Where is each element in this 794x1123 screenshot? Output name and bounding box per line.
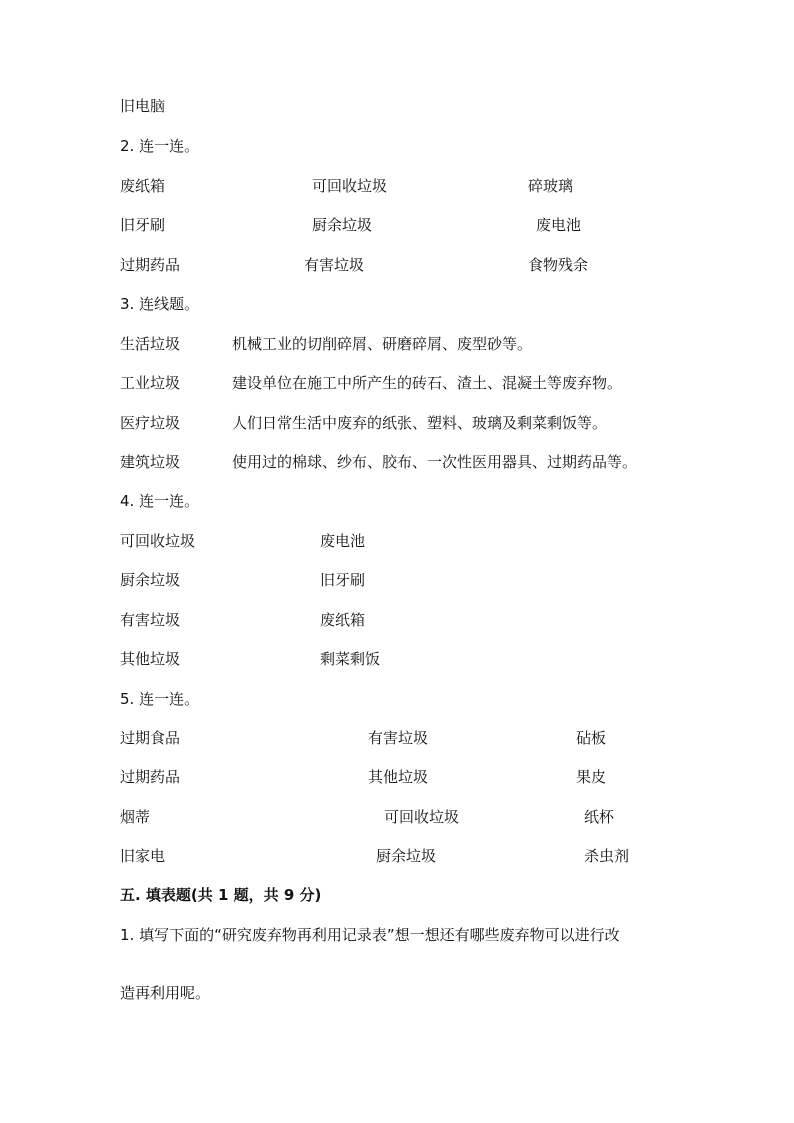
q4-item: 可回收垃圾: [120, 532, 196, 550]
q3-definition: 建设单位在施工中所产生的砖石、渣土、混凝土等废弃物。: [232, 374, 623, 392]
q3-term: 工业垃圾: [120, 374, 181, 392]
q4-item: 废电池: [320, 532, 366, 550]
carry-over-item: 旧电脑: [120, 97, 166, 115]
q5-item: 有害垃圾: [368, 729, 429, 747]
q2-item: 厨余垃圾: [312, 216, 373, 234]
q4-item: 有害垃圾: [120, 611, 181, 629]
q3-heading: 3. 连线题。: [120, 295, 200, 313]
q3-definition: 人们日常生活中废弃的纸张、塑料、玻璃及剩菜剩饭等。: [232, 414, 608, 432]
q2-item: 过期药品: [120, 256, 181, 274]
q5-item: 烟蒂: [120, 808, 151, 826]
q2-item: 食物残余: [528, 256, 589, 274]
q4-item: 厨余垃圾: [120, 571, 181, 589]
q5-item: 旧家电: [120, 847, 166, 865]
section-title: 五. 填表题(共 1 题，共 9 分): [120, 886, 322, 904]
q2-item: 废电池: [536, 216, 582, 234]
q5-item: 杀虫剂: [584, 847, 630, 865]
q5-item: 纸杯: [584, 808, 615, 826]
q2-item: 有害垃圾: [304, 256, 365, 274]
q2-item: 碎玻璃: [528, 177, 574, 195]
q5-item: 厨余垃圾: [376, 847, 437, 865]
q4-item: 旧牙刷: [320, 571, 366, 589]
q3-definition: 机械工业的切削碎屑、研磨碎屑、废型砂等。: [232, 335, 533, 353]
q5-item: 过期药品: [120, 768, 181, 786]
q3-definition: 使用过的棉球、纱布、胶布、一次性医用器具、过期药品等。: [232, 453, 638, 471]
question-text-continued: 造再利用呢。: [120, 984, 211, 1002]
q5-item: 可回收垃圾: [384, 808, 460, 826]
q3-term: 生活垃圾: [120, 335, 181, 353]
q5-item: 砧板: [576, 729, 607, 747]
q4-item: 其他垃圾: [120, 650, 181, 668]
q5-heading: 5. 连一连。: [120, 690, 200, 708]
q2-item: 旧牙刷: [120, 216, 166, 234]
q5-item: 过期食品: [120, 729, 181, 747]
q5-item: 果皮: [576, 768, 607, 786]
q4-item: 废纸箱: [320, 611, 366, 629]
q2-item: 废纸箱: [120, 177, 166, 195]
q3-term: 建筑垃圾: [120, 453, 181, 471]
q4-heading: 4. 连一连。: [120, 492, 200, 510]
q5-item: 其他垃圾: [368, 768, 429, 786]
q3-term: 医疗垃圾: [120, 414, 181, 432]
q2-heading: 2. 连一连。: [120, 137, 200, 155]
q2-item: 可回收垃圾: [312, 177, 388, 195]
q4-item: 剩菜剩饭: [320, 650, 381, 668]
question-text: 1. 填写下面的“研究废弃物再利用记录表”想一想还有哪些废弃物可以进行改: [120, 926, 620, 944]
